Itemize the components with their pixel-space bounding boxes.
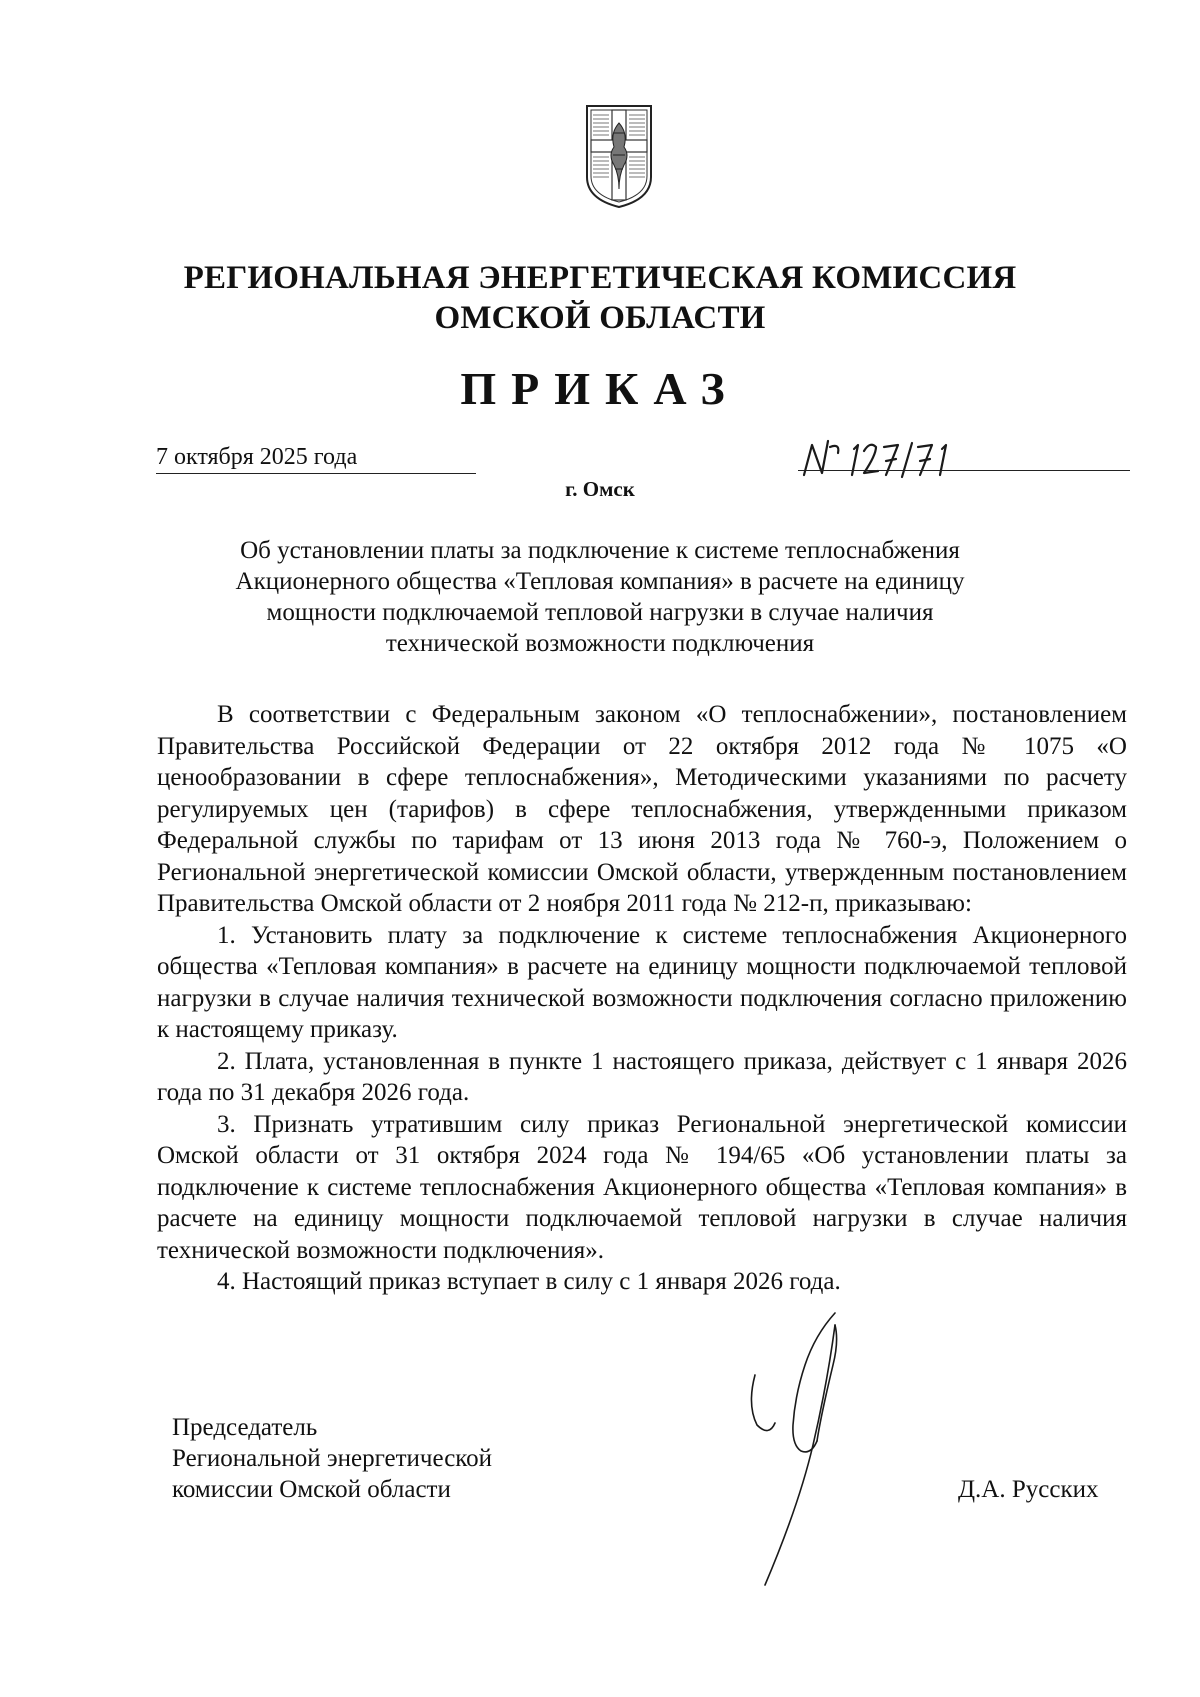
preamble-paragraph: В соответствии с Федеральным законом «О теплоснабжении», постановлением Правительства Российской Федерации от 22 октября 2012 года № 1075 «О ценообразовании в сфере теплоснабжения», Методическими указаниями по расчету регулируемых цен (тарифов) в сфере теплоснабжения, утвержденными приказом Федеральной службы по тарифам от 13 июня 2013 года № 760-э, Положением о Региональной энергетической комиссии Омской области, утвержденным постановлением Правительства Омской области от 2 ноября 2011 года № 212-п, приказываю: [157,701,1127,917]
order-title-line: технической возможности подключения [385,630,815,657]
order-body [157,699,1127,1298]
signatory-title [172,1412,492,1505]
order-title-line: мощности подключаемой тепловой нагрузки в случае наличия [266,599,934,626]
order-title [150,535,1050,659]
document-date: 7 октября 2025 года [156,443,476,474]
organization-name-line2: ОМСКОЙ ОБЛАСТИ [434,300,766,336]
city: г. Омск [565,477,635,501]
order-item-2: 2. Плата, установленная в пункте 1 настоящего приказа, действует с 1 января 2026 года по 31 декабря 2026 года. [157,1047,1127,1106]
document-type: ПРИКАЗ [460,363,740,414]
order-title-line: Акционерного общества «Тепловая компания» в расчете на единицу [235,568,965,595]
number-underline [798,470,1130,471]
signer-name: Д.А. Русских [958,1476,1099,1503]
signatory-title-line: Региональной энергетической [172,1445,493,1472]
signatory-title-line: Председатель [172,1414,318,1441]
signatory-title-line: комиссии Омской области [172,1476,451,1503]
order-title-line: Об установлении платы за подключение к системе теплоснабжения [240,537,960,564]
order-item-1: 1. Установить плату за подключение к системе теплоснабжения Акционерного общества «Тепловая компания» в расчете на единицу мощности подключаемой тепловой нагрузки в случае наличия технической возможности подключения согласно приложению к настоящему приказу. [157,921,1127,1043]
document-number [800,433,960,479]
coat-of-arms-icon [584,103,654,209]
organization-name-line1: РЕГИОНАЛЬНАЯ ЭНЕРГЕТИЧЕСКАЯ КОМИССИЯ [183,260,1017,296]
order-item-4: 4. Настоящий приказ вступает в силу с 1 января 2026 года. [217,1268,841,1295]
handwritten-signature [735,1305,875,1595]
order-item-3: 3. Признать утратившим силу приказ Региональной энергетической комиссии Омской области от 31 октября 2024 года № 194/65 «Об установлении платы за подключение к системе теплоснабжения Акционерного общества «Тепловая компания» в расчете на единицу мощности подключаемой тепловой нагрузки в случае наличия технической возможности подключения». [157,1110,1127,1264]
